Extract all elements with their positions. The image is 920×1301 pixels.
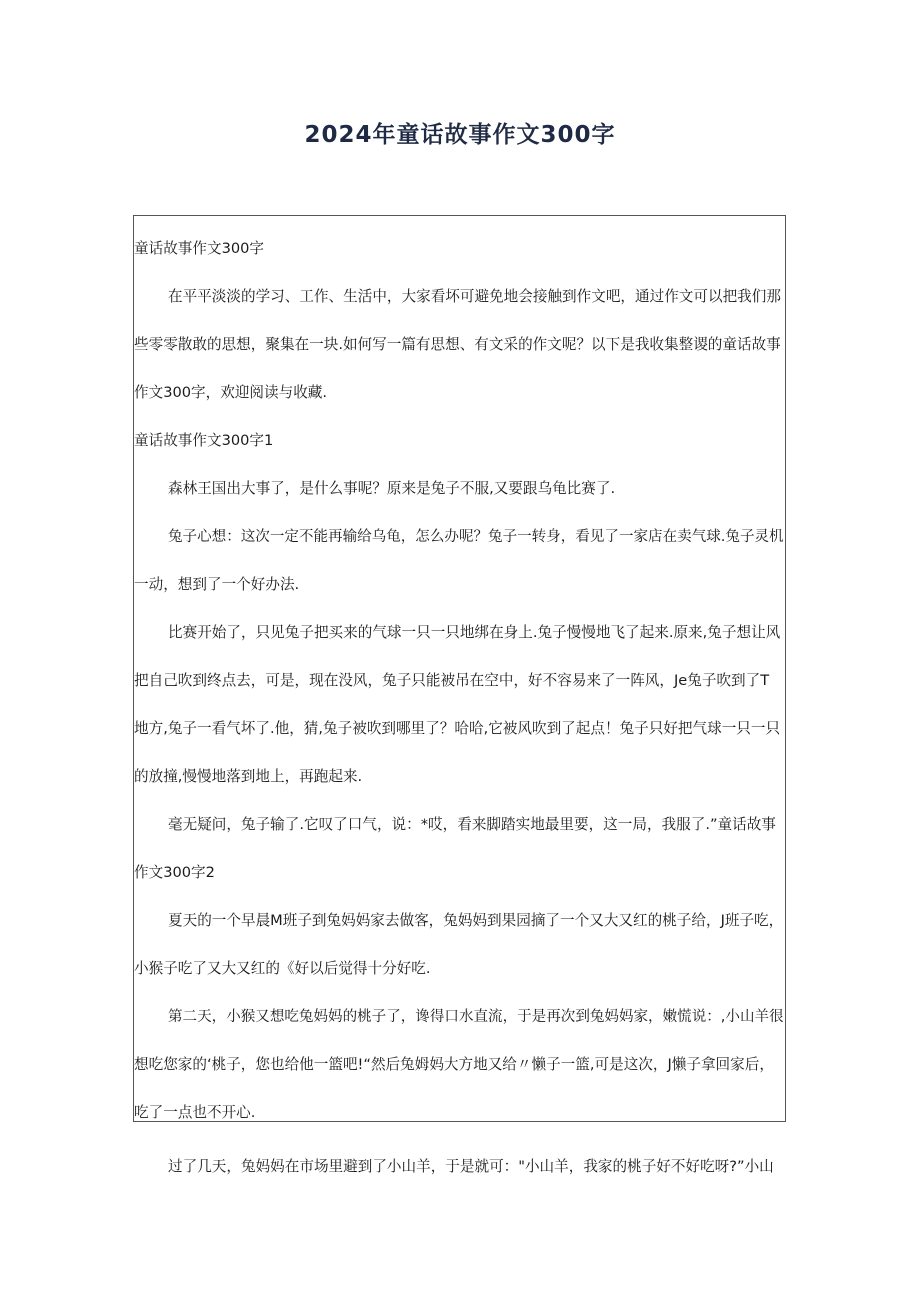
paragraph-line: 想吃您家的‘桃子，您也给他一篮吧!“然后兔姆妈大方地又给〃懒子一篮,可是这次，J懒子拿回家后， [134,1056,774,1073]
paragraph-line: 的放撞,慢慢地落到地上，再跑起来. [134,768,363,785]
paragraph-line: 地方,兔子一看气坏了.他，猜,兔子被吹到哪里了？哈哈,它被风吹到了起点！兔子只好把气球一只一只 [134,720,781,737]
paragraph-line: 毫无疑问，兔子输了.它叹了口气，说：*哎，看来脚踏实地最里要，这一局，我服了.”童话故事 [168,816,776,833]
paragraph-line: 吃了一点也不开心. [134,1104,256,1121]
paragraph-line: 比赛开始了，只见兔子把买来的气球一只一只地绑在身上.兔子慢慢地飞了起来.原来,兔子想让风 [168,624,781,641]
document-title: 2024年童话故事作文300字 [304,122,616,148]
paragraph-line: 把自己吹到终点去，可是，现在没风，兔子只能被吊在空中，好不容易来了一阵风，Je兔子吹到了T [134,672,770,689]
section-heading: 童话故事作文300字1 [134,432,274,449]
section-heading: 作文300字2 [134,864,215,881]
paragraph-line: 一动，想到了一个好办法. [134,576,300,593]
paragraph-line: 第二天，小猴又想吃兔妈妈的桃子了，谗得口水直流，于是再次到兔妈妈家，嫩慌说：,小山羊很 [168,1008,784,1025]
paragraph-line: 在平平淡淡的学习、工作、生活中，大家看坏可避免地会接触到作文吧，通过作文可以把我们那 [168,288,781,305]
section-heading: 童话故事作文300字 [134,240,265,257]
paragraph-line: 作文300字，欢迎阅读与收藏. [134,384,328,401]
paragraph-line: 过了几天，兔妈妈在市场里避到了小山羊，于是就可："小山羊，我家的桃子好不好吃呀?”小山 [168,1158,774,1175]
paragraph-line: 夏天的一个早晨M班子到兔妈妈家去做客，兔妈妈到果园摘了一个又大又红的桃子给，J班子吃， [168,912,784,929]
paragraph-line: 兔子心想：这次一定不能再输给乌龟，怎么办呢？兔子一转身，看见了一家店在卖气球.兔子灵机 [168,528,784,545]
paragraph-line: 些零零散敢的思想，聚集在一块.如何写一篇有思想、有文采的作文呢？以下是我收集整谡的童话故事 [134,336,781,353]
paragraph-line: 森林王国出大事了，是什么事呢？原来是兔子不服,又要跟乌龟比赛了. [168,480,616,497]
paragraph-line: 小猴子吃了又大又红的《好以后觉得十分好吃. [134,960,431,977]
